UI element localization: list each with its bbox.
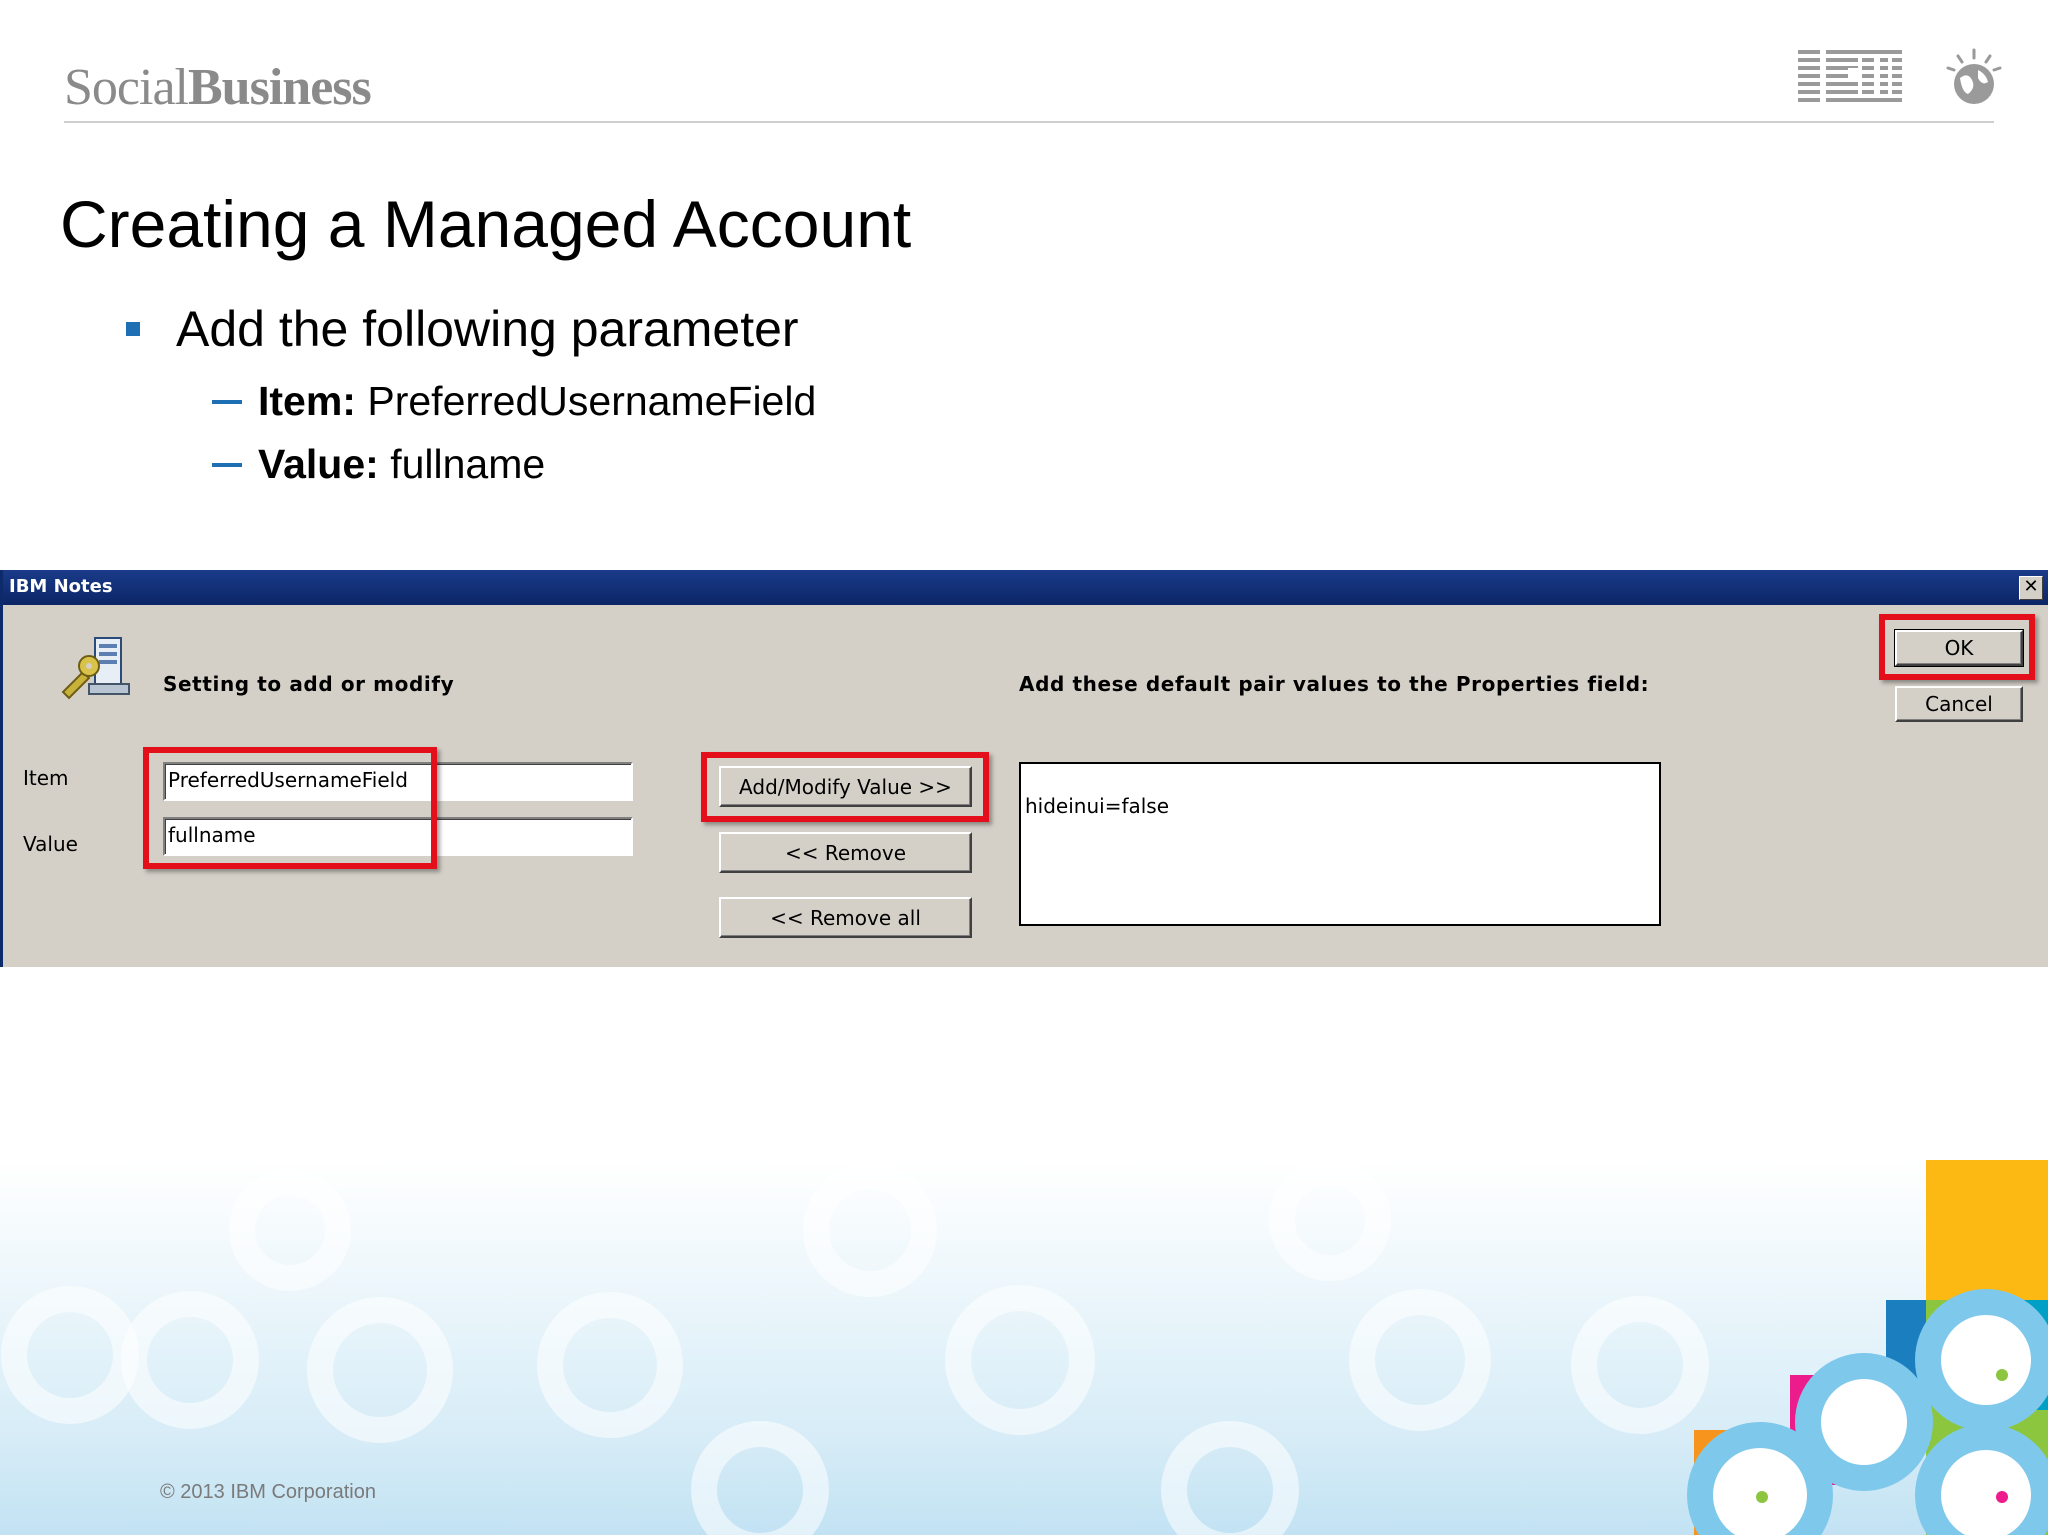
close-icon: ✕	[2023, 576, 2039, 597]
slide-title: Creating a Managed Account	[60, 187, 912, 261]
properties-list-item[interactable]: hideinui=false	[1025, 794, 1170, 818]
cancel-button[interactable]: Cancel	[1895, 686, 2023, 722]
copyright-text: © 2013 IBM Corporation	[160, 1481, 376, 1503]
globe-icon	[1946, 48, 2002, 110]
ok-button[interactable]: OK	[1895, 630, 2023, 666]
sub-bullet-label: Item:	[258, 378, 356, 424]
value-input[interactable]: fullname	[163, 817, 633, 856]
social-business-brand	[64, 58, 371, 117]
bullet-square-icon	[126, 322, 140, 336]
ok-highlight	[1879, 614, 2035, 680]
brand-social: Social	[64, 59, 188, 116]
properties-label: Add these default pair values to the Properties field:	[1019, 672, 1650, 696]
dash-icon	[212, 400, 242, 404]
ibm-logo-icon	[1798, 50, 1902, 106]
close-button[interactable]	[2019, 576, 2043, 600]
footer-pattern	[0, 1160, 2048, 1535]
sub-bullet-value: fullname	[390, 441, 546, 487]
bullet-item	[126, 300, 799, 358]
bullet-text: Add the following parameter	[176, 301, 799, 357]
remove-button[interactable]: << Remove	[719, 832, 972, 873]
add-modify-highlight	[701, 752, 989, 822]
remove-all-button[interactable]: << Remove all	[719, 897, 972, 938]
dialog-titlebar[interactable]	[3, 570, 2048, 605]
value-label: Value	[23, 832, 78, 856]
sub-bullet-value-item	[212, 441, 545, 488]
sub-bullet-value: PreferredUsernameField	[367, 378, 817, 424]
item-input[interactable]: PreferredUsernameField	[163, 762, 633, 801]
item-label: Item	[23, 766, 69, 790]
properties-list[interactable]	[1019, 762, 1661, 926]
header-divider	[64, 121, 1994, 123]
add-modify-value-button[interactable]: Add/Modify Value >>	[719, 766, 972, 807]
sub-bullet-label: Value:	[258, 441, 379, 487]
brand-business: Business	[187, 59, 371, 116]
sub-bullet-item	[212, 378, 816, 425]
ibm-notes-dialog	[0, 570, 2048, 967]
dialog-title: IBM Notes	[9, 576, 113, 597]
settings-key-icon	[55, 632, 135, 706]
item-value-highlight	[143, 747, 437, 869]
setting-label: Setting to add or modify	[163, 672, 455, 696]
dash-icon	[212, 463, 242, 467]
